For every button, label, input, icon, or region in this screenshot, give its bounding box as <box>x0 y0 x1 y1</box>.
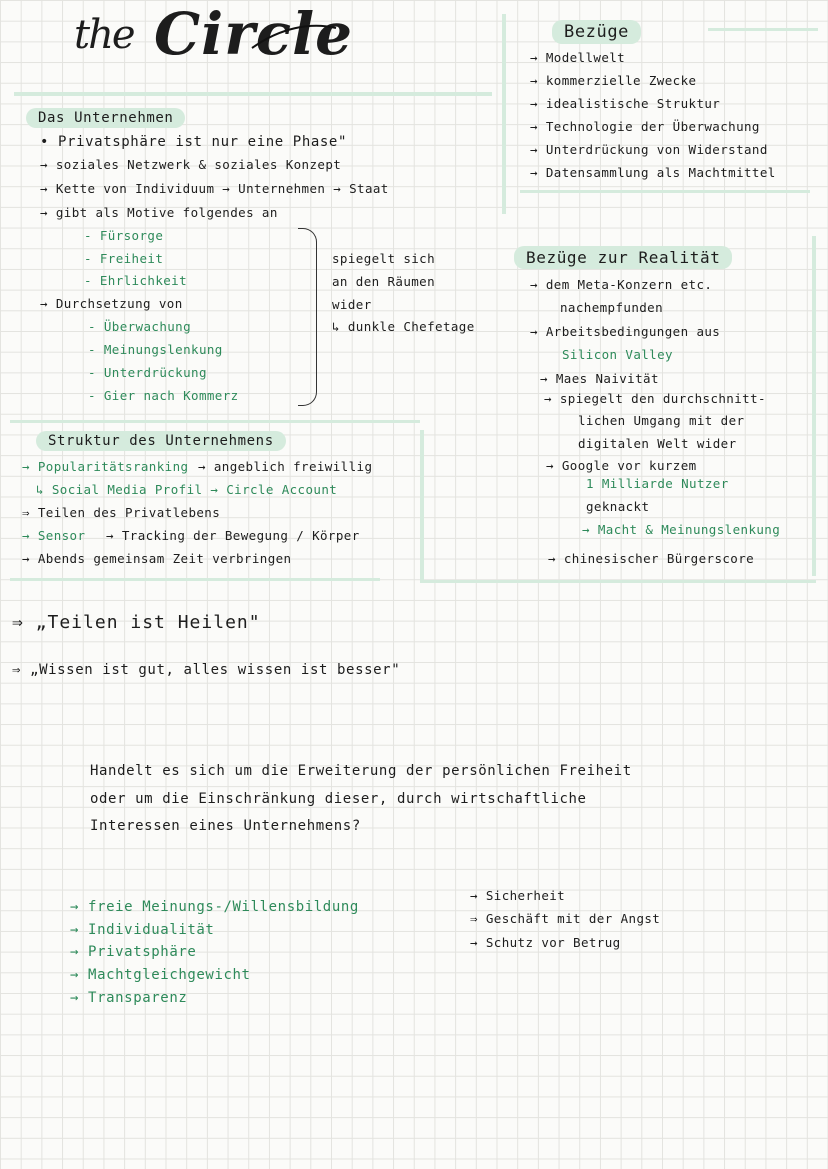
freedom-item-4: → Machtgleichgewicht <box>70 967 251 983</box>
durch-ueberwachung: - Überwachung <box>88 319 192 334</box>
struktur-line-4a: → Sensor <box>22 528 86 543</box>
quote-wissen: ⇒ „Wissen ist gut, alles wissen ist besser" <box>12 662 401 678</box>
struktur-heading: Struktur des Unternehmens <box>36 431 286 451</box>
struktur-line-2: ↳ Social Media Profil → Circle Account <box>36 482 338 497</box>
security-item-3: → Schutz vor Betrug <box>470 935 621 950</box>
struktur-line-3: ⇒ Teilen des Privatlebens <box>22 505 221 520</box>
struktur-vertical-bar <box>420 430 424 580</box>
realitaet-bottom-bar <box>420 580 816 583</box>
bezuege-item-5: → Unterdrückung von Widerstand <box>530 142 768 157</box>
struktur-line-1b: → angeblich freiwillig <box>198 459 373 474</box>
realitaet-l2: nachempfunden <box>560 300 664 315</box>
bezuege-item-4: → Technologie der Überwachung <box>530 119 760 134</box>
unternehmen-line-2: → soziales Netzwerk & soziales Konzept <box>40 157 342 172</box>
freedom-item-1: → freie Meinungs-/Willensbildung <box>70 899 359 915</box>
realitaet-l1: → dem Meta-Konzern etc. <box>530 277 713 292</box>
unternehmen-heading: Das Unternehmen <box>26 108 185 128</box>
realitaet-l10: 1 Milliarde Nutzer <box>586 476 729 491</box>
realitaet-l8: digitalen Welt wider <box>578 436 737 451</box>
realitaet-vertical-bar <box>812 236 816 576</box>
realitaet-l7: lichen Umgang mit der <box>578 413 745 428</box>
title-the: the <box>74 12 134 58</box>
quote-teilen: ⇒ „Teilen ist Heilen" <box>12 612 261 633</box>
motives-brace <box>298 228 317 406</box>
brace-line-3: wider <box>332 297 372 312</box>
freedom-item-2: → Individualität <box>70 922 215 938</box>
freedom-item-5: → Transparenz <box>70 990 188 1006</box>
section-divider-2 <box>520 190 810 193</box>
bezuege-item-3: → idealistische Struktur <box>530 96 721 111</box>
section-divider-3 <box>10 578 380 581</box>
bezuege-top-bar <box>708 28 818 31</box>
bezuege-heading: Bezüge <box>552 20 641 44</box>
realitaet-heading: Bezüge zur Realität <box>514 246 732 269</box>
bezuege-item-6: → Datensammlung als Machtmittel <box>530 165 776 180</box>
bezuege-item-2: → kommerzielle Zwecke <box>530 73 697 88</box>
durch-gier: - Gier nach Kommerz <box>88 388 239 403</box>
brace-line-4: ↳ dunkle Chefetage <box>332 319 475 334</box>
title-circle: Circle <box>154 0 354 68</box>
struktur-line-1a: → Popularitätsranking <box>22 459 189 474</box>
freedom-item-3: → Privatsphäre <box>70 944 197 960</box>
realitaet-l3: → Arbeitsbedingungen aus <box>530 324 721 339</box>
unternehmen-line-4: → gibt als Motive folgendes an <box>40 205 278 220</box>
brace-line-1: spiegelt sich <box>332 251 436 266</box>
question-line-1: Handelt es sich um die Erweiterung der persönlichen Freiheit <box>90 763 632 779</box>
title-divider <box>14 92 492 96</box>
durchsetzung-line: → Durchsetzung von <box>40 296 183 311</box>
motive-freiheit: - Freiheit <box>84 251 164 266</box>
title-swash <box>250 18 340 58</box>
realitaet-l6: → spiegelt den durchschnitt- <box>544 391 766 406</box>
section-divider <box>10 420 420 423</box>
motive-ehrlichkeit: - Ehrlichkeit <box>84 273 188 288</box>
realitaet-l13: → chinesischer Bürgerscore <box>548 551 755 566</box>
struktur-line-5: → Abends gemeinsam Zeit verbringen <box>22 551 292 566</box>
realitaet-l12: → Macht & Meinungslenkung <box>582 522 781 537</box>
brace-line-2: an den Räumen <box>332 274 436 289</box>
realitaet-l5: → Maes Naivität <box>540 371 659 386</box>
question-line-3: Interessen eines Unternehmens? <box>90 818 361 834</box>
motive-fuersorge: - Fürsorge <box>84 228 164 243</box>
realitaet-l9: → Google vor kurzem <box>546 458 697 473</box>
realitaet-l4: Silicon Valley <box>562 347 673 362</box>
security-item-1: → Sicherheit <box>470 888 566 903</box>
durch-unterdrueckung: - Unterdrückung <box>88 365 207 380</box>
question-line-2: oder um die Einschränkung dieser, durch wirtschaftliche <box>90 791 587 807</box>
security-item-2: ⇒ Geschäft mit der Angst <box>470 911 661 926</box>
unternehmen-line-3: → Kette von Individuum → Unternehmen → Staat <box>40 181 389 196</box>
struktur-line-4b: → Tracking der Bewegung / Körper <box>106 528 360 543</box>
durch-meinungslenkung: - Meinungslenkung <box>88 342 223 357</box>
vertical-divider <box>502 14 506 214</box>
realitaet-l11: geknackt <box>586 499 650 514</box>
bezuege-item-1: → Modellwelt <box>530 50 626 65</box>
unternehmen-line-1: • Privatsphäre ist nur eine Phase" <box>40 134 347 150</box>
